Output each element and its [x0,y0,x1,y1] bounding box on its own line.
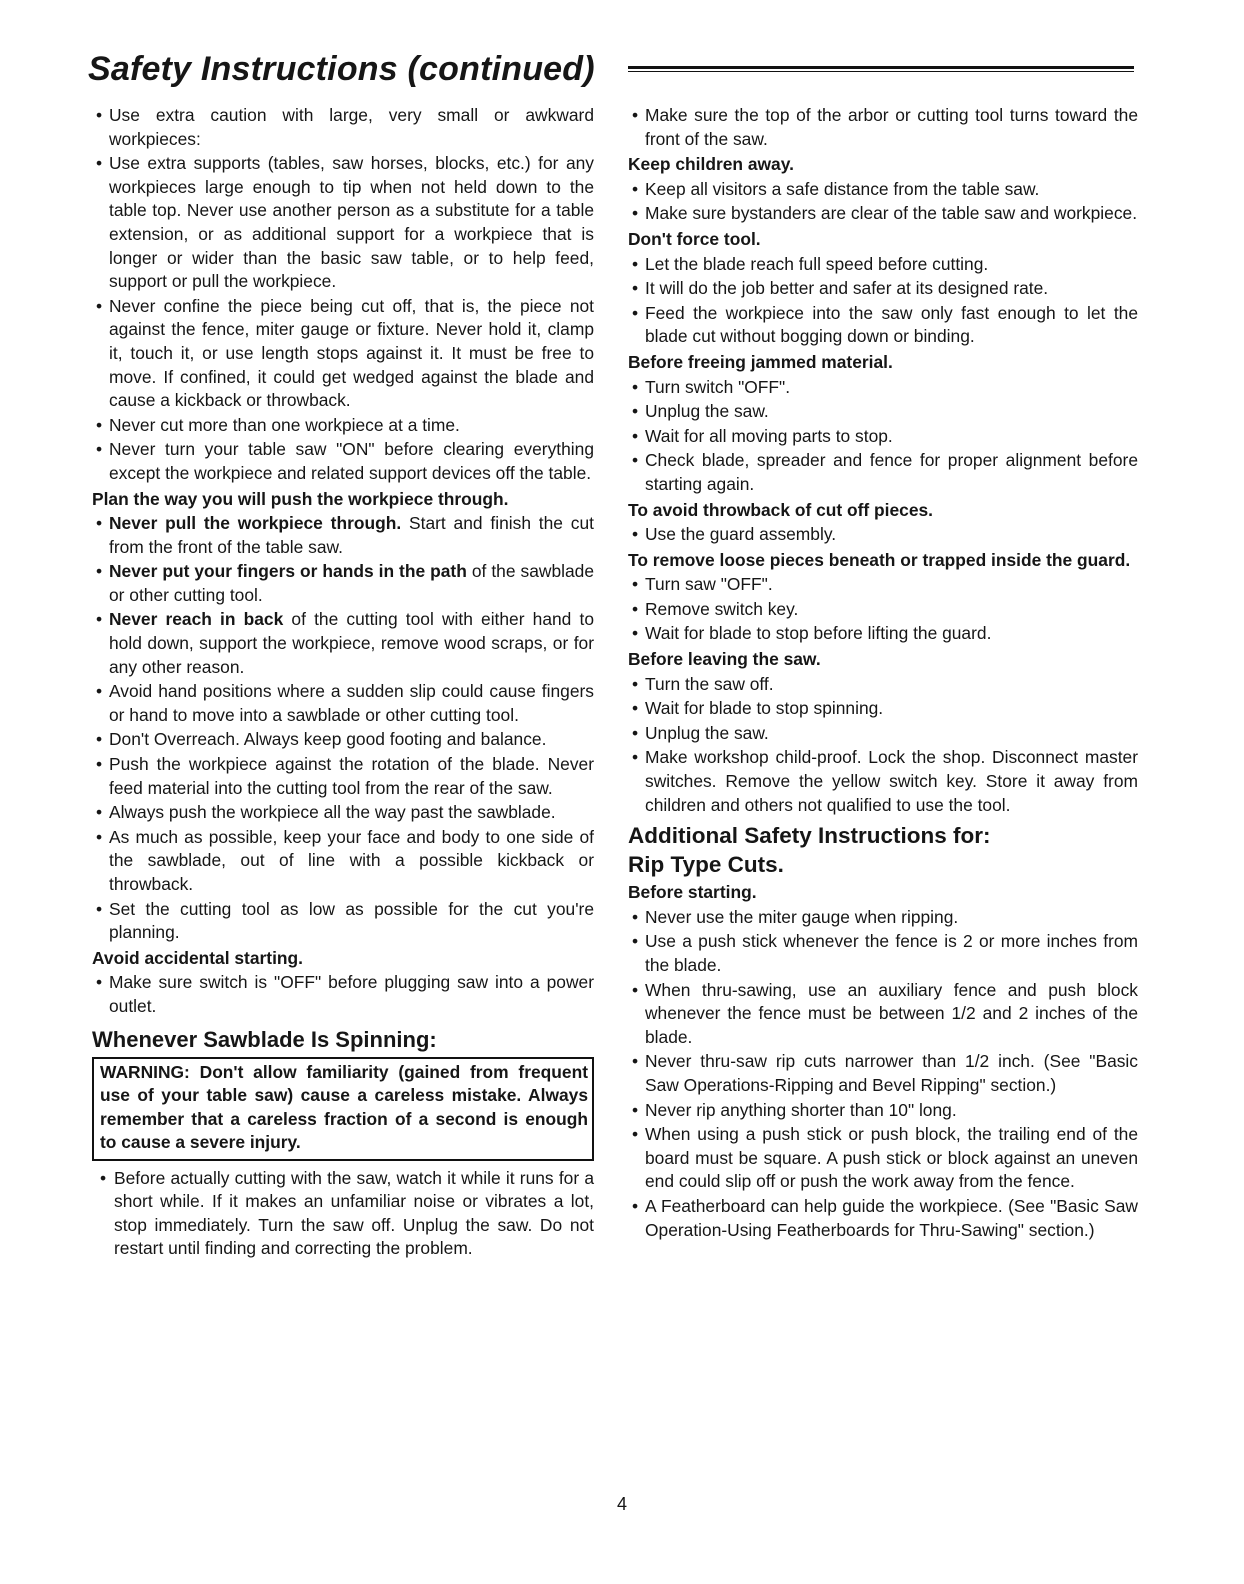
list-item: • Never thru-saw rip cuts narrower than 1/2 inch. (See "Basic Saw Operations-Ripping and Bevel Ripping" section.) [628,1050,1138,1097]
list-item: • As much as possible, keep your face and body to one side of the sawblade, out of line with a possible kickback or throwback. [92,826,594,897]
list-item: • Use the guard assembly. [628,523,1138,547]
list-item [92,512,594,559]
right-column [628,104,1138,1243]
avoid-list [92,971,594,1018]
list-item: • Unplug the saw. [628,400,1138,424]
list-item: • Turn the saw off. [628,673,1138,697]
warning-box: WARNING: Don't allow familiarity (gained from frequent use of your table saw) cause a careless mistake. Always remember that a careless fraction of a second is enough to cause a severe injury. [92,1057,594,1161]
plan-list [92,512,594,945]
list-item: • Avoid hand positions where a sudden slip could cause fingers or hand to move into a sawblade or other cutting tool. [92,680,594,727]
item-text: of the cutting tool with either hand to hold down, support the workpiece, remove wood scraps, or for any other reason. [109,609,594,677]
list-item: • Wait for blade to stop spinning. [628,697,1138,721]
title-divider [628,66,1134,72]
additional-safety-heading [628,821,1138,879]
list-item: • When thru-sawing, use an auxiliary fence and push block whenever the fence must be between 1/2 and 2 inches of the blade. [628,979,1138,1050]
list-item: • Before actually cutting with the saw, watch it while it runs for a short while. If it makes an unfamiliar noise or vibrates a lot, stop immediately. Turn the saw off. Unplug the saw. Do not restart until finding and correcting the problem. [92,1167,594,1261]
list-item: • Make sure switch is "OFF" before plugging saw into a power outlet. [92,971,594,1018]
list-item: • Remove switch key. [628,598,1138,622]
loose-pieces-list [628,573,1138,646]
list-item: • Check blade, spreader and fence for proper alignment before starting again. [628,449,1138,496]
list-item: • Make sure bystanders are clear of the table saw and workpiece. [628,202,1138,226]
leaving-list [628,673,1138,818]
jammed-heading: Before freeing jammed material. [628,351,893,372]
list-item: • Make workshop child-proof. Lock the shop. Disconnect master switches. Remove the yellow switch key. Store it away from children and others not qualified to use the tool. [628,746,1138,817]
list-item: • Don't Overreach. Always keep good footing and balance. [92,728,594,752]
heading-line: Additional Safety Instructions for: [628,823,991,849]
list-item: • Never confine the piece being cut off, that is, the piece not against the fence, miter gauge or fixture. Never hold it, clamp it, touch it, or use length stops against it. It must be free to move. If confined, it could get wedged against the blade and cause a kickback or throwback. [92,295,594,413]
list-item: • Never use the miter gauge when ripping. [628,906,1138,930]
left-column [92,104,594,1262]
item-lead: Never reach in back [109,609,284,630]
avoid-heading: Avoid accidental starting. [92,947,303,968]
list-item: • Unplug the saw. [628,722,1138,746]
page-header [88,44,1134,94]
page-title: Safety Instructions (continued) [88,50,595,88]
list-item: • Let the blade reach full speed before cutting. [628,253,1138,277]
list-item: • Push the workpiece against the rotation of the blade. Never feed material into the cutting tool from the rear of the saw. [92,753,594,800]
throwback-list [628,523,1138,547]
list-item: • Never rip anything shorter than 10" long. [628,1099,1138,1123]
list-item: • Never cut more than one workpiece at a time. [92,414,594,438]
item-text: of the sawblade or other cutting tool. [109,561,594,605]
item-lead: Never pull the workpiece through. [109,513,402,534]
jammed-list [628,376,1138,497]
list-item: • Always push the workpiece all the way past the sawblade. [92,801,594,825]
list-item: • Turn saw "OFF". [628,573,1138,597]
plan-heading: Plan the way you will push the workpiece through. [92,488,509,509]
arbor-list [628,104,1138,151]
list-item: • Make sure the top of the arbor or cutting tool turns toward the front of the saw. [628,104,1138,151]
children-heading: Keep children away. [628,154,794,175]
leaving-heading: Before leaving the saw. [628,649,821,670]
force-heading: Don't force tool. [628,228,761,249]
list-item: • Use extra supports (tables, saw horses, blocks, etc.) for any workpieces large enough to tip when not held down to the table top. Never use another person as a substitute for a table extension, or as additional support for a workpiece that is longer or wider than the basic saw table, or to help feed, support or pull the workpiece. [92,152,594,294]
force-list [628,253,1138,349]
spinning-list [92,1167,594,1261]
list-item: • Use a push stick whenever the fence is 2 or more inches from the blade. [628,930,1138,977]
starting-list [628,906,1138,1242]
list-item: • Feed the workpiece into the saw only fast enough to let the blade cut without bogging down or binding. [628,302,1138,349]
list-item [92,560,594,607]
item-text: Start and finish the cut from the front of the table saw. [109,513,594,557]
heading-line: Rip Type Cuts. [628,852,784,878]
list-item: • Never turn your table saw "ON" before clearing everything except the workpiece and related support devices off the table. [92,438,594,485]
throwback-heading: To avoid throwback of cut off pieces. [628,499,934,520]
list-item: • Wait for all moving parts to stop. [628,425,1138,449]
item-lead: Never put your fingers or hands in the path [109,561,467,582]
list-item: • Use extra caution with large, very small or awkward workpieces: [92,104,594,151]
list-item: • Wait for blade to stop before lifting the guard. [628,622,1138,646]
spinning-heading: Whenever Sawblade Is Spinning: [92,1026,437,1052]
page-number: 4 [616,1494,627,1514]
list-item: • It will do the job better and safer at its designed rate. [628,277,1138,301]
list-item: • Set the cutting tool as low as possible for the cut you're planning. [92,898,594,945]
intro-list [92,104,594,486]
loose-pieces-heading: To remove loose pieces beneath or trapped inside the guard. [628,549,1131,570]
list-item: • Keep all visitors a safe distance from the table saw. [628,178,1138,202]
children-list [628,178,1138,226]
list-item: • Turn switch "OFF". [628,376,1138,400]
list-item [92,608,594,679]
list-item: • A Featherboard can help guide the workpiece. (See "Basic Saw Operation-Using Featherboards for Thru-Sawing" section.) [628,1195,1138,1242]
list-item: • When using a push stick or push block, the trailing end of the board must be square. A push stick or block against an uneven end could slip off or push the work away from the fence. [628,1123,1138,1194]
starting-heading: Before starting. [628,882,757,903]
